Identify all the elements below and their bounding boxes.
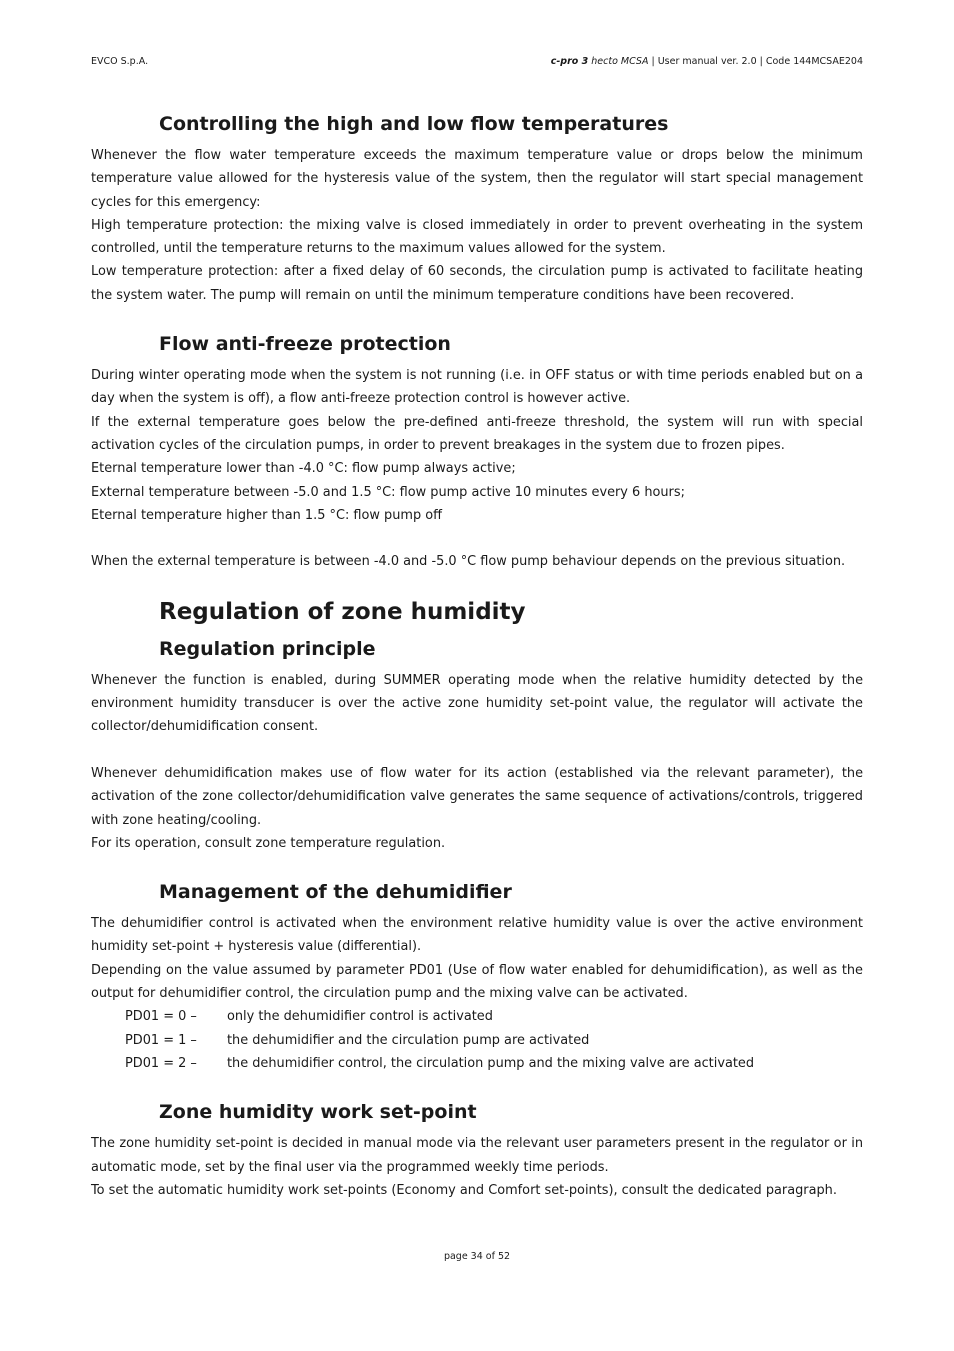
paragraph: Whenever the flow water temperature exceeds the maximum temperature value or drops below the minimum temperature value allowed for the hysteresis value of the system, then the regulator will start special management cycles for this emergency: — [91, 148, 863, 210]
paragraph: Eternal temperature lower than -4.0 °C: flow pump always active; — [91, 461, 516, 477]
header-manual-code: | User manual ver. 2.0 | Code 144MCSAE204 — [648, 56, 863, 67]
header-product-bold: c-pro 3 — [550, 56, 589, 67]
paragraph: For its operation, consult zone temperature regulation. — [91, 835, 446, 851]
option-text: the dehumidifier and the circulation pump are activated — [227, 1032, 590, 1048]
paragraph: Depending on the value assumed by parameter PD01 (Use of flow water enabled for dehumidification), as well as the output for dehumidifier control, the circulation pump and the mixing valve can be activated. — [91, 962, 863, 1002]
heading-humidity-set-point: Zone humidity work set-point — [159, 1101, 477, 1124]
paragraph: External temperature between -5.0 and 1.5 °C: flow pump active 10 minutes every 6 hours; — [91, 484, 685, 500]
paragraph: Whenever dehumidification makes use of flow water for its action (established via the relevant parameter), the activation of the zone collector/dehumidification valve generates the same sequence of activations/controls, triggered with zone heating/cooling. — [91, 765, 863, 828]
page-number: page 34 of 52 — [443, 1251, 511, 1262]
heading-zone-humidity: Regulation of zone humidity — [159, 598, 526, 625]
paragraph: During winter operating mode when the system is not running (i.e. in OFF status or with time periods enabled but on a day when the system is off), a flow anti-freeze protection control is however active. — [91, 368, 863, 407]
paragraph: The dehumidifier control is activated when the environment relative humidity value is over the active environment humidity set-point + hysteresis value (differential). — [91, 916, 863, 955]
paragraph: Eternal temperature higher than 1.5 °C: flow pump off — [91, 507, 442, 523]
paragraph: High temperature protection: the mixing valve is closed immediately in order to prevent overheating in the system controlled, until the temperature returns to the maximum values allowed for the system. — [91, 217, 863, 257]
heading-dehumidifier: Management of the dehumidifier — [159, 881, 512, 904]
header-product-italic: hecto MCSA — [588, 56, 649, 67]
option-key: PD01 = 0 – — [125, 1009, 197, 1025]
option-key: PD01 = 2 – — [125, 1055, 197, 1071]
option-row — [91, 1005, 863, 1028]
header-company: EVCO S.p.A. — [91, 56, 149, 67]
paragraph: Whenever the function is enabled, during SUMMER operating mode when the relative humidity detected by the environment humidity transducer is over the active zone humidity set-point value, the regulator will activate the collector/dehumidification consent. — [91, 672, 863, 735]
paragraph: Low temperature protection: after a fixed delay of 60 seconds, the circulation pump is activated to facilitate heating the system water. The pump will remain on until the minimum temperature conditions have been recovered. — [91, 264, 863, 303]
paragraph: The zone humidity set-point is decided in manual mode via the relevant user parameters present in the regulator or in automatic mode, set by the final user via the programmed weekly time periods. — [91, 1136, 863, 1175]
paragraph: If the external temperature goes below the pre-defined anti-freeze threshold, the system will run with special activation cycles of the circulation pumps, in order to prevent breakages in the system due to frozen pipes. — [91, 414, 863, 453]
paragraph: To set the automatic humidity work set-points (Economy and Comfort set-points), consult the dedicated paragraph. — [91, 1182, 837, 1198]
option-text: only the dehumidifier control is activated — [227, 1009, 493, 1025]
header-manual-info — [551, 56, 863, 67]
option-row — [91, 1029, 863, 1052]
heading-anti-freeze: Flow anti-freeze protection — [159, 333, 451, 356]
heading-flow-temperatures: Controlling the high and low flow temperatures — [159, 113, 669, 135]
option-row — [91, 1052, 863, 1075]
paragraph: When the external temperature is between -4.0 and -5.0 °C flow pump behaviour depends on the previous situation. — [91, 554, 846, 570]
heading-regulation-principle: Regulation principle — [159, 637, 376, 660]
option-key: PD01 = 1 – — [125, 1032, 197, 1048]
page-content — [91, 110, 863, 1202]
option-text: the dehumidifier control, the circulation pump and the mixing valve are activated — [227, 1055, 755, 1071]
